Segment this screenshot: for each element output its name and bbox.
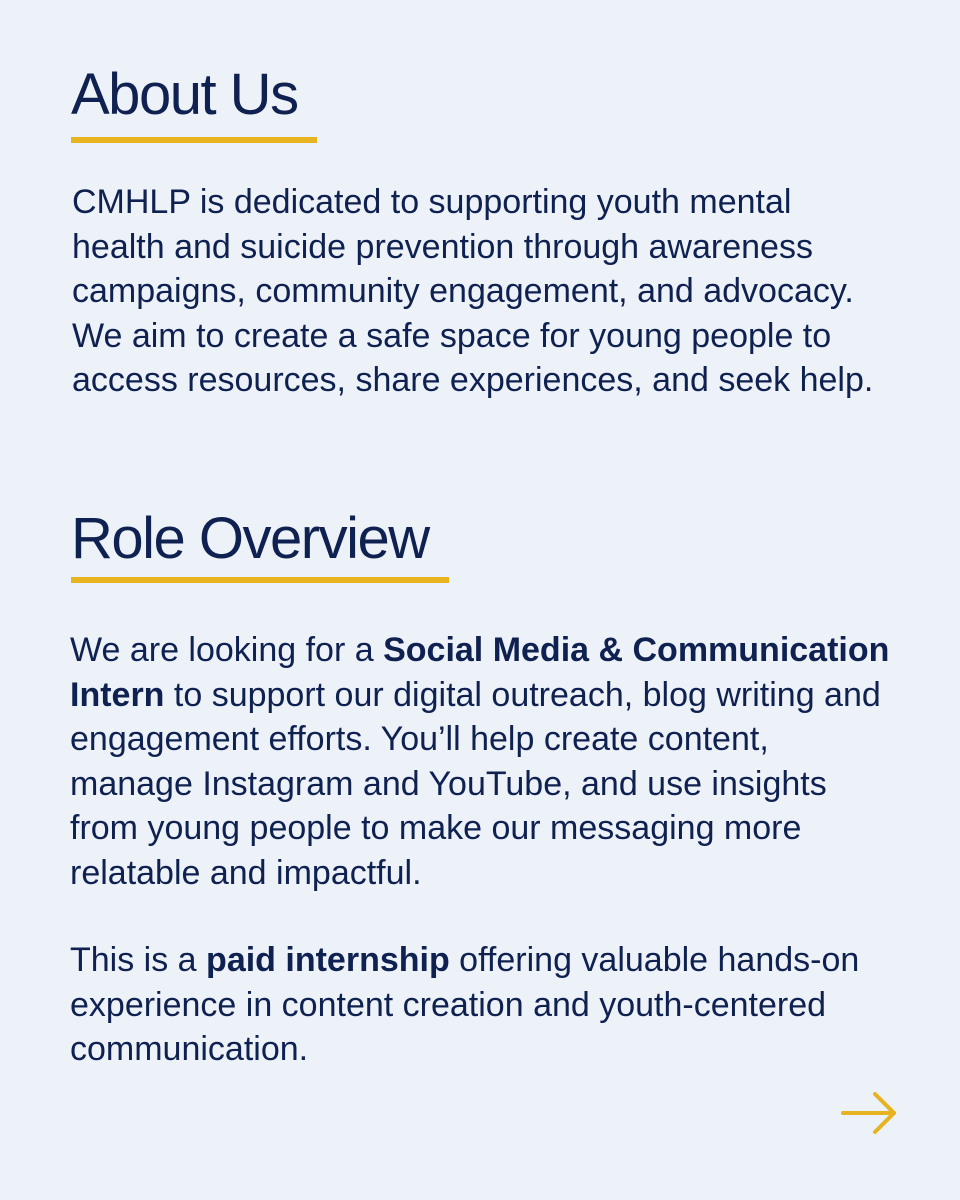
role-overview-heading: Role Overview xyxy=(71,506,429,571)
paid-details-text: offering valuable hands-on experience in content creation and youth-centered communication. xyxy=(70,941,860,1068)
paid-internship-highlight: paid internship xyxy=(206,941,450,979)
about-heading: About Us xyxy=(71,62,298,127)
paid-internship-description xyxy=(70,938,870,1072)
role-overview-heading-underline xyxy=(71,577,449,583)
role-description xyxy=(70,628,900,895)
about-heading-underline xyxy=(71,137,317,143)
arrow-right-icon[interactable] xyxy=(840,1090,898,1136)
role-intro-text: We are looking for a xyxy=(70,631,384,669)
about-description: CMHLP is dedicated to supporting youth mental health and suicide prevention through awareness campaigns, community engagement, and advocacy. We aim to create a safe space for young people to access resources, share experiences, and seek help. xyxy=(72,183,874,399)
role-details-text: to support our digital outreach, blog writing and engagement efforts. You’ll help create content, manage Instagram and YouTube, and use insights from young people to make our messaging more relatable and impactful. xyxy=(70,675,881,892)
paid-intro-text: This is a xyxy=(70,941,207,979)
role-title-highlight: Social Media & Communication Intern xyxy=(70,631,890,714)
